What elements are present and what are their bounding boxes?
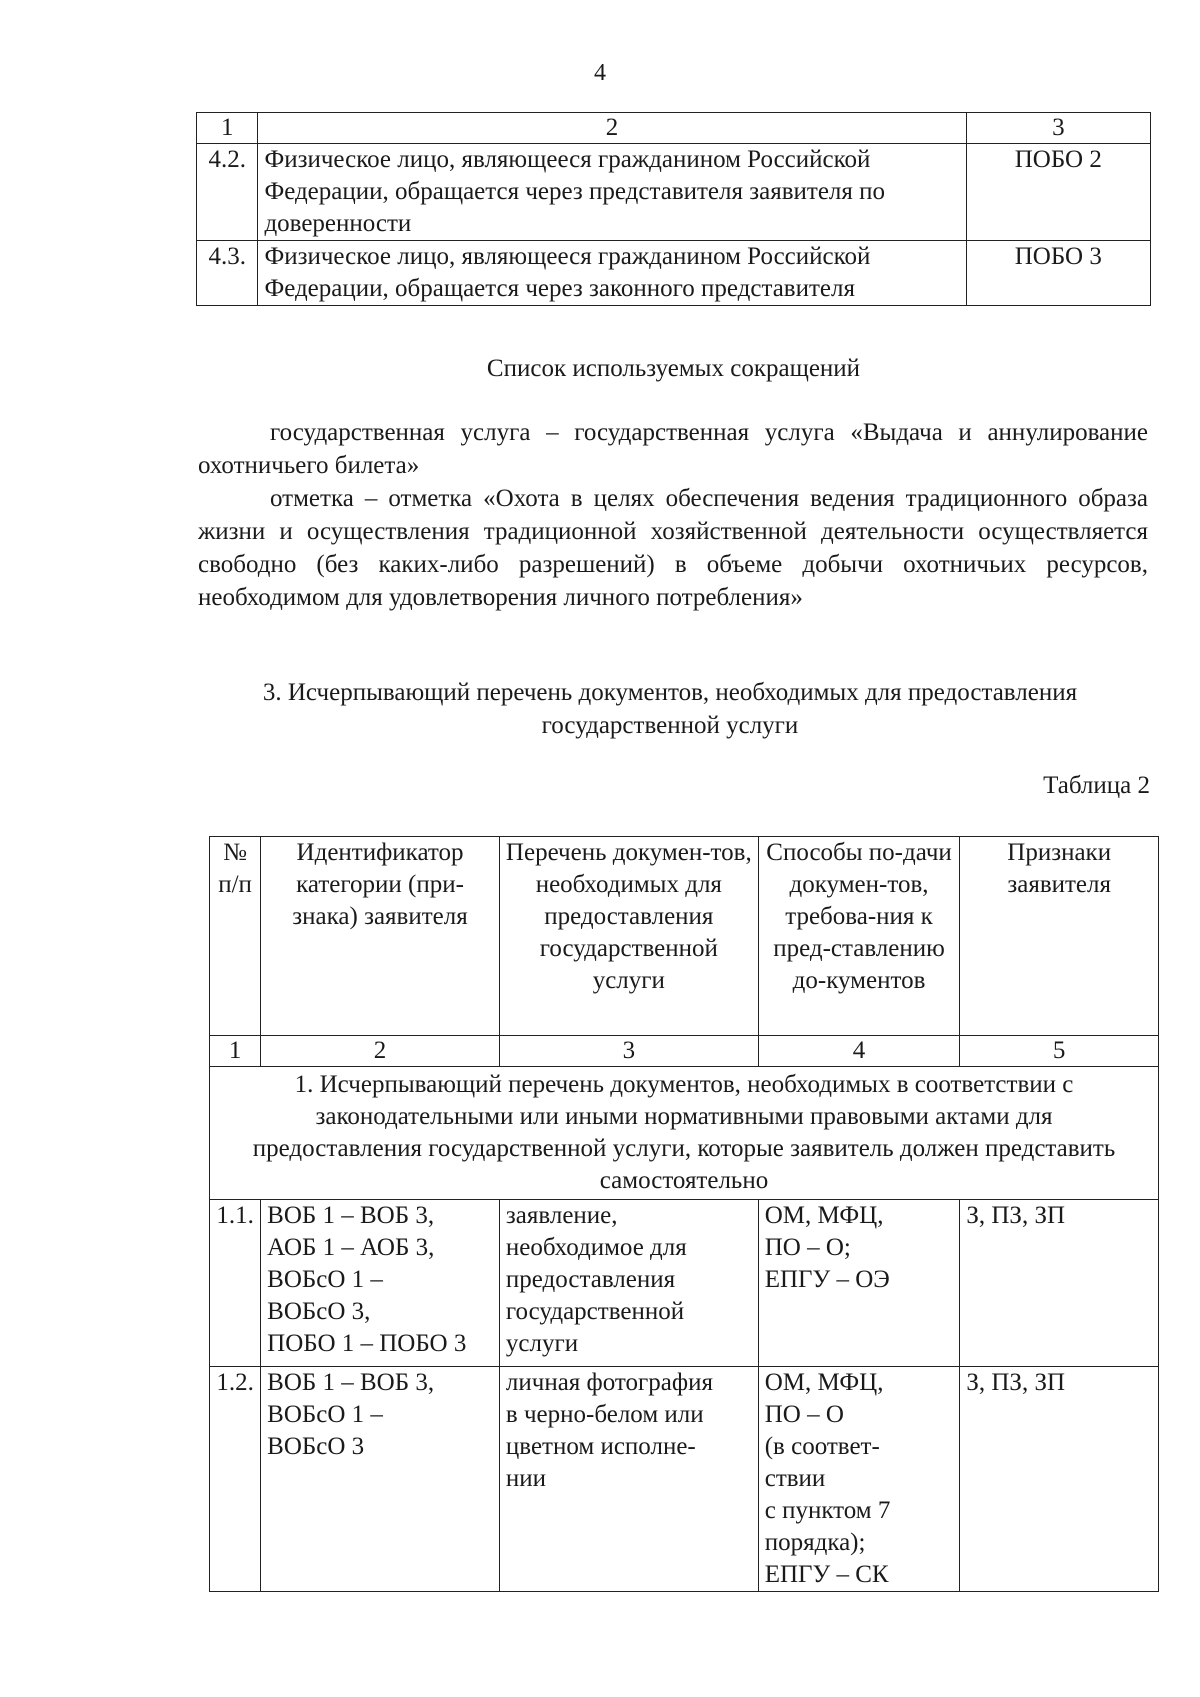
abbreviation-item: государственная услуга – государственная услуга «Выдача и аннулирование охотничьего билета» (198, 419, 1148, 479)
abbreviation-item: отметка – отметка «Охота в целях обеспечения ведения традиционного образа жизни и осуществления традиционной хозяйственной деятельности осуществляется свободно (без каких-либо разрешений) в объеме добычи охотничьих ресурсов, необходимом для удовлетворения личного потребления» (198, 485, 1148, 611)
row-number: 1.2. (210, 1367, 261, 1592)
row-features: З, ПЗ, ЗП (960, 1367, 1159, 1592)
page-number: 4 (594, 60, 606, 86)
header-col-3: 3 (966, 113, 1150, 144)
row-features: З, ПЗ, ЗП (960, 1200, 1159, 1367)
row-number: 4.3. (197, 241, 258, 306)
column-number: 4 (758, 1036, 960, 1067)
column-number: 1 (210, 1036, 261, 1067)
row-number: 1.1. (210, 1200, 261, 1367)
table-row (197, 144, 1151, 241)
section-title: 3. Исчерпывающий перечень документов, необходимых для предоставления государственной услуги (262, 679, 1078, 739)
header-col-1: 1 (197, 113, 258, 144)
table-caption: Таблица 2 (1043, 772, 1150, 799)
header-documents: Перечень докумен-тов, необходимых для предоставления государственной услуги (499, 837, 758, 1036)
column-number: 5 (960, 1036, 1159, 1067)
abbreviations-list (198, 416, 1148, 614)
row-number: 4.2. (197, 144, 258, 241)
row-documents: личная фотография в черно-белом или цветном исполне- нии (499, 1367, 758, 1592)
header-features: Признаки заявителя (960, 837, 1159, 1036)
header-methods: Способы по-дачи докумен-тов, требова-ния к пред-ставлению до-кументов (758, 837, 960, 1036)
row-code: ПОБО 3 (966, 241, 1150, 306)
row-methods: ОМ, МФЦ, ПО – О (в соответ- ствии с пунктом 7 порядка); ЕПГУ – СК (758, 1367, 960, 1592)
table-header-row (197, 113, 1151, 144)
section-row-text: 1. Исчерпывающий перечень документов, необходимых в соответствии с законодательными или иными нормативными правовыми актами для предоставления государственной услуги, которые заявитель должен представить самостоятельно (210, 1067, 1159, 1200)
row-code: ПОБО 2 (966, 144, 1150, 241)
section-row (210, 1067, 1159, 1200)
column-number: 2 (261, 1036, 500, 1067)
documents-table (209, 836, 1159, 1592)
abbreviations-title: Список используемых сокращений (486, 355, 861, 382)
table-header-row (210, 837, 1159, 1036)
table-row (210, 1200, 1159, 1367)
header-number: № п/п (210, 837, 261, 1036)
row-documents: заявление, необходимое для предоставления государственной услуги (499, 1200, 758, 1367)
column-numbers-row (210, 1036, 1159, 1067)
column-number: 3 (499, 1036, 758, 1067)
row-category: ВОБ 1 – ВОБ 3, АОБ 1 – АОБ 3, ВОБсО 1 – ВОБсО 3, ПОБО 1 – ПОБО 3 (261, 1200, 500, 1367)
applicant-table-continuation (196, 112, 1151, 306)
row-description: Физическое лицо, являющееся гражданином Российской Федерации, обращается через представителя заявителя по доверенности (258, 144, 966, 241)
row-methods: ОМ, МФЦ, ПО – О; ЕПГУ – ОЭ (758, 1200, 960, 1367)
table-row (210, 1367, 1159, 1592)
row-description: Физическое лицо, являющееся гражданином Российской Федерации, обращается через законного представителя (258, 241, 966, 306)
table-row (197, 241, 1151, 306)
header-col-2: 2 (258, 113, 966, 144)
header-category: Идентификатор категории (при-знака) заявителя (261, 837, 500, 1036)
row-category: ВОБ 1 – ВОБ 3, ВОБсО 1 – ВОБсО 3 (261, 1367, 500, 1592)
